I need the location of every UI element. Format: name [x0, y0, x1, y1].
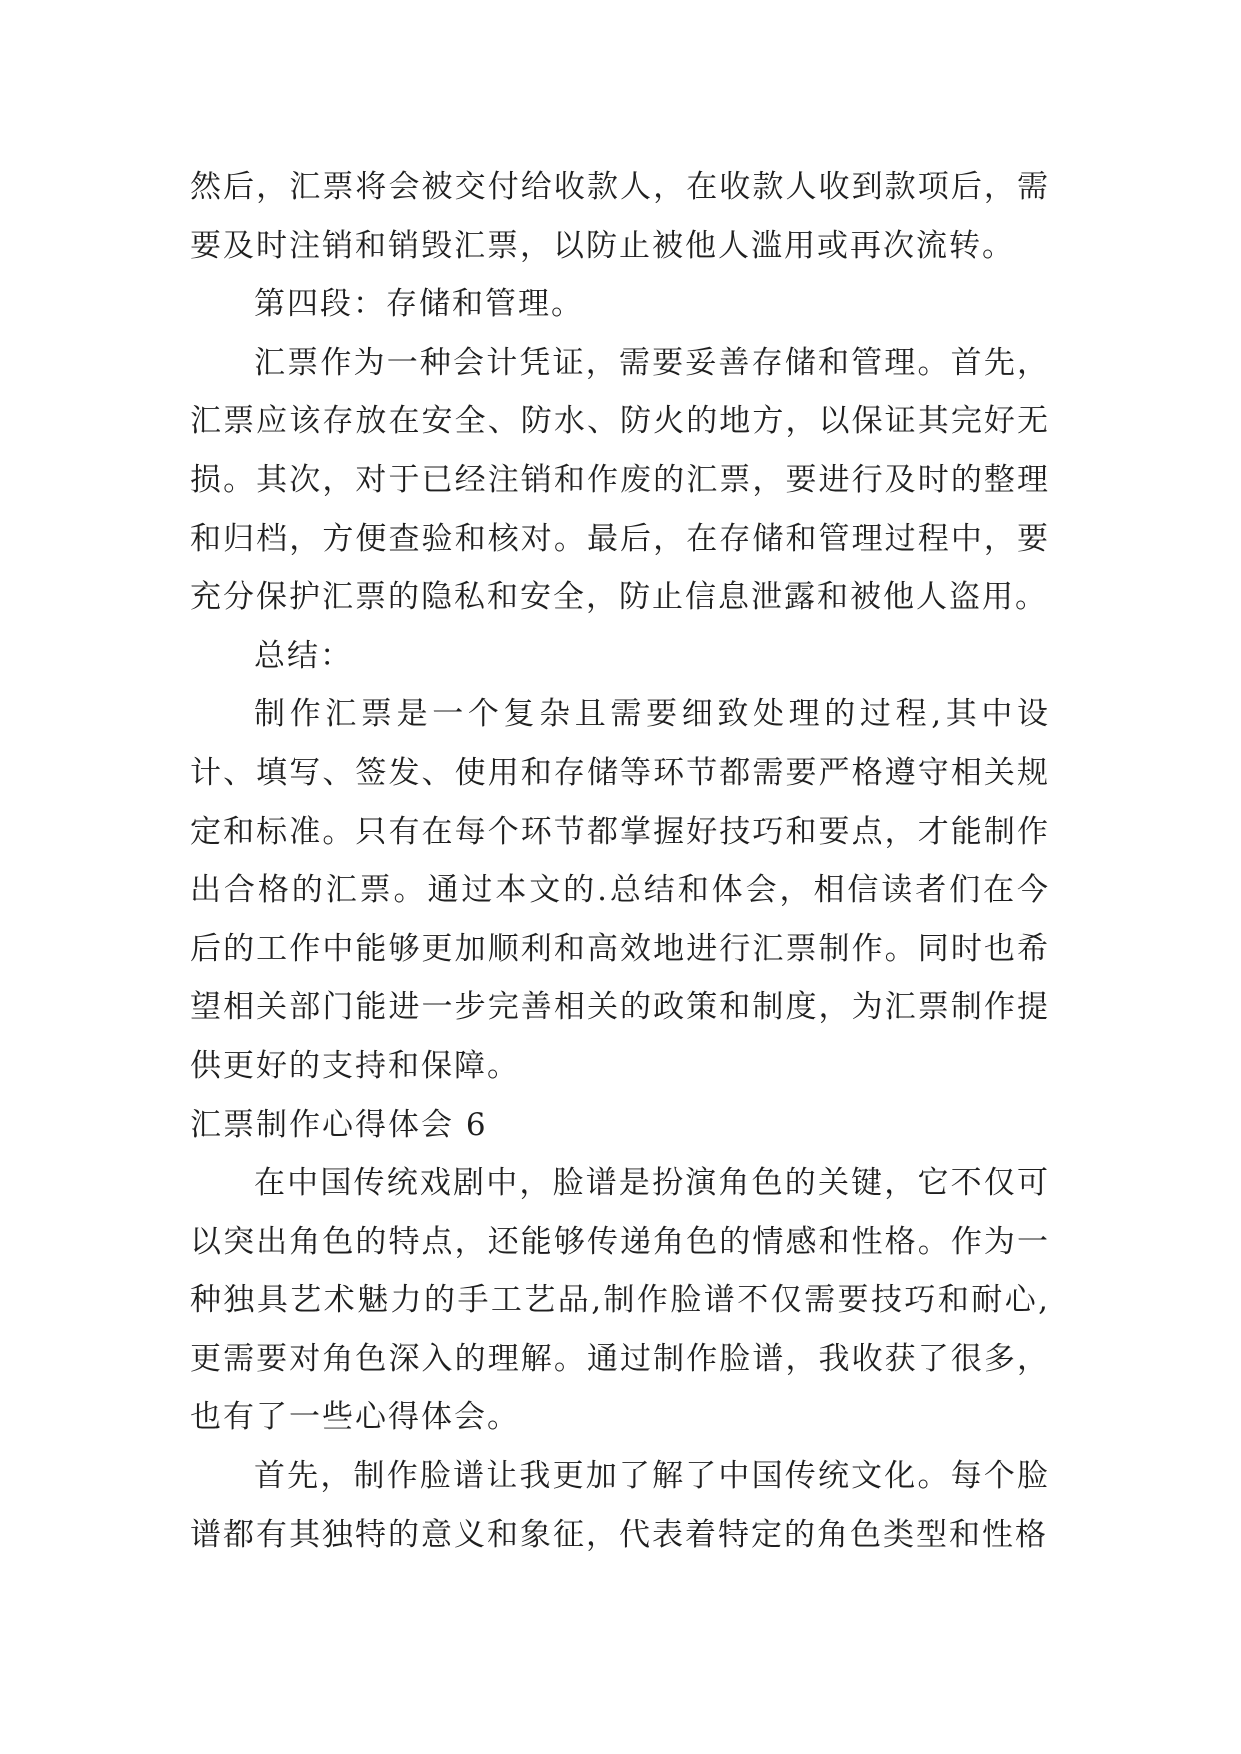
document-body	[190, 158, 1050, 1564]
article-title: 汇票制作心得体会 6	[190, 1106, 488, 1143]
paragraph-first-point: 首先，制作脸谱让我更加了解了中国传统文化。每个脸谱都有其独特的意义和象征，代表着特定的角色类型和性格	[190, 1458, 1050, 1553]
paragraph-intro: 在中国传统戏剧中，脸谱是扮演角色的关键，它不仅可以突出角色的特点，还能够传递角色的情感和性格。作为一种独具艺术魅力的手工艺品,制作脸谱不仅需要技巧和耐心,更需要对角色深入的理解。通过制作脸谱，我收获了很多，也有了一些心得体会。	[190, 1165, 1050, 1436]
paragraph-continuation: 然后，汇票将会被交付给收款人，在收款人收到款项后，需要及时注销和销毁汇票，以防止被他人滥用或再次流转。	[190, 169, 1050, 264]
paragraph-storage: 汇票作为一种会计凭证，需要妥善存储和管理。首先，汇票应该存放在安全、防水、防火的地方，以保证其完好无损。其次，对于已经注销和作废的汇票，要进行及时的整理和归档，方便查验和核对。最后，在存储和管理过程中，要充分保护汇票的隐私和安全，防止信息泄露和被他人盗用。	[190, 344, 1050, 616]
paragraph-summary: 制作汇票是一个复杂且需要细致处理的过程,其中设计、填写、签发、使用和存储等环节都需要严格遵守相关规定和标准。只有在每个环节都掌握好技巧和要点，才能制作出合格的汇票。通过本文的.总结和体会，相信读者们在今后的工作中能够更加顺利和高效地进行汇票制作。同时也希望相关部门能进一步完善相关的政策和制度，为汇票制作提供更好的支持和保障。	[190, 696, 1050, 1084]
section-heading-summary: 总结：	[254, 637, 353, 674]
section-heading-storage: 第四段：存储和管理。	[254, 286, 584, 323]
